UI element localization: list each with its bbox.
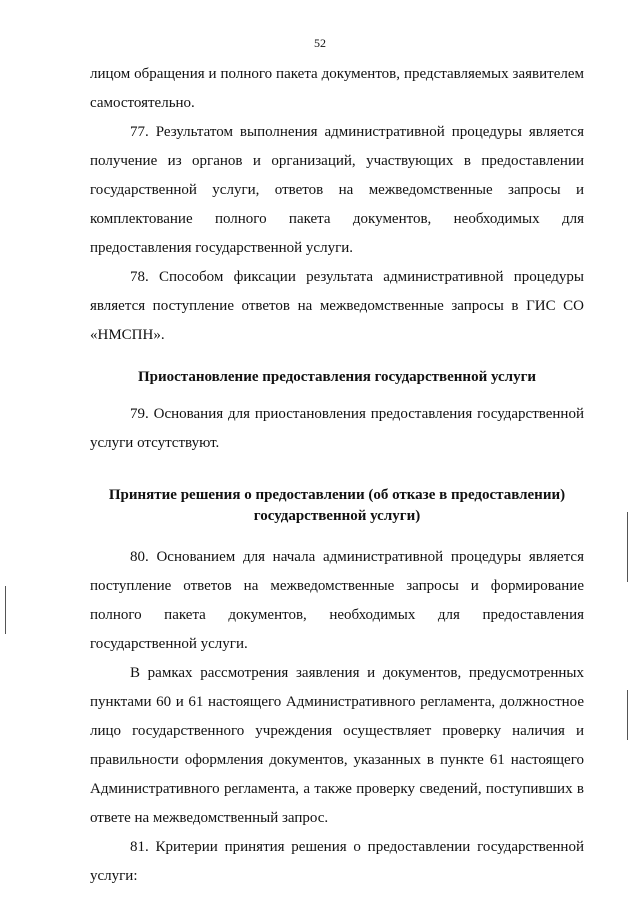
section-heading-decision: [90, 485, 584, 527]
section-heading-decision-line2: государственной услуги): [253, 508, 421, 524]
scan-edge-mark-right: [627, 512, 628, 582]
paragraph-79: 79. Основания для приостановления предоставления государственной услуги отсутствуют.: [90, 406, 584, 451]
paragraph-81: 81. Критерии принятия решения о предоставлении государственной услуги:: [90, 839, 584, 884]
paragraph-continuation: лицом обращения и полного пакета документов, представляемых заявителем самостоятельно.: [90, 66, 584, 111]
paragraph-78: 78. Способом фиксации результата административной процедуры является поступление ответов на межведомственные запросы в ГИС СО «НМСПН».: [90, 269, 584, 343]
scan-edge-mark-right-lower: [627, 690, 628, 740]
section-heading-suspension-text: Приостановление предоставления государственной услуги: [137, 369, 537, 385]
paragraph-review: В рамках рассмотрения заявления и документов, предусмотренных пунктами 60 и 61 настоящего Административного регламента, должностное лицо государственного учреждения осуществляет проверку наличия и правильности оформления документов, указанных в пункте 61 настоящего Административного регламента, а также проверку сведений, поступивших в ответе на межведомственный запрос.: [90, 665, 584, 826]
scan-edge-mark-left: [5, 586, 6, 634]
section-heading-decision-line1: Принятие решения о предоставлении (об отказе в предоставлении): [108, 487, 566, 503]
paragraph-80: 80. Основанием для начала административной процедуры является поступление ответов на межведомственные запросы и формирование полного пакета документов, необходимых для предоставления государственной услуги.: [90, 549, 584, 652]
paragraph-77: 77. Результатом выполнения административной процедуры является получение из органов и организаций, участвующих в предоставлении государственной услуги, ответов на межведомственные запросы и комплектование полного пакета документов, необходимых для предоставления государственной услуги.: [90, 124, 584, 256]
document-body: [90, 60, 584, 891]
section-heading-suspension: [90, 367, 584, 388]
page-number: 52: [314, 36, 326, 50]
